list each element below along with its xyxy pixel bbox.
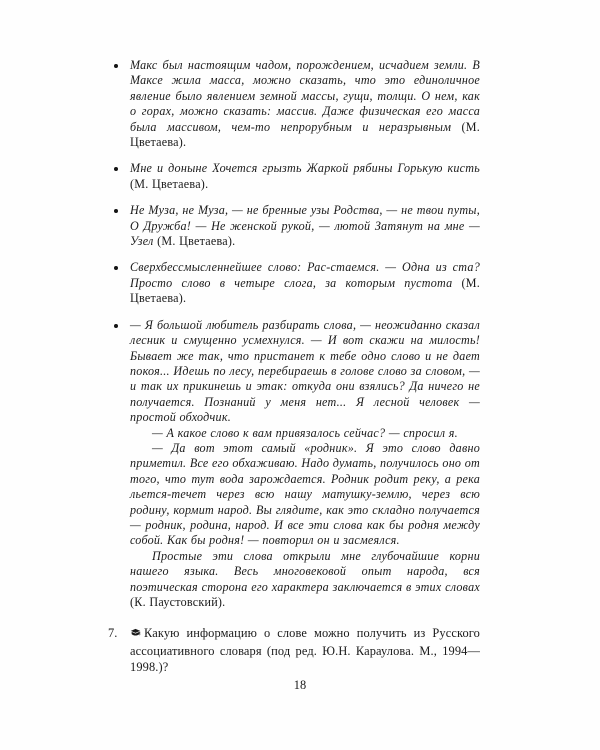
quote-bullet-list xyxy=(108,58,480,610)
quote-paragraph xyxy=(130,441,480,549)
quote-attribution: (М. Цветаева). xyxy=(130,275,480,306)
exercise-item-7 xyxy=(108,626,480,675)
quote-text: Мне и доныне Хочется грызть Жаркой рябины Горькую кисть xyxy=(130,161,480,176)
list-item xyxy=(108,203,480,249)
list-item xyxy=(108,58,480,150)
quote-text: Простые эти слова открыли мне глубочайшие корни нашего языка. Весь многовековой опыт народа, вся поэтическая сторона его характера заключается в этих словах xyxy=(130,548,480,594)
quote-text: Макс был настоящим чадом, порождением, исчадием земли. В Максе жила масса, можно сказать, что это единоличное явление было явлением земной массы, гущи, толщи. О нем, как о горах, можно сказать: массив. Даже физическая его масса была массивом, чем-то непрорубным и неразрывным xyxy=(130,58,480,134)
quote-text: Сверхбессмысленнейшее слово: Рас-стаемся. — Одна из ста? Просто слово в четыре слога, за которым пустота xyxy=(130,260,480,290)
bullet-point-icon xyxy=(114,266,118,270)
quote-text: — А какое слово к вам привязалось сейчас? — спросил я. xyxy=(152,425,458,440)
list-item xyxy=(108,260,480,306)
page-content xyxy=(108,58,480,675)
quote-paragraph xyxy=(130,203,480,249)
page-number: 18 xyxy=(293,678,307,692)
quote-attribution: (М. Цветаева). xyxy=(130,119,480,150)
bullet-point-icon xyxy=(114,167,118,171)
quote-text: Не Муза, не Муза, — не бренные узы Родства, — не твои путы, О Дружба! — Не женской рукой, — лютой Затянут на мне — Узел xyxy=(130,203,480,249)
book-icon xyxy=(130,628,141,644)
quote-attribution: (М. Цветаева). xyxy=(130,176,209,191)
bullet-point-icon xyxy=(114,324,118,328)
quote-attribution: (М. Цветаева). xyxy=(157,234,236,249)
quote-paragraph xyxy=(130,318,480,426)
quote-text: — Да вот этот самый «родник». Я это слово давно приметил. Все его обхаживаю. Надо думать, получилось оно от того, что тут вода зарождается. Родник родит реку, а река льется-течет через всю нашу матушку-землю, через всю родину, кормит народ. Вы глядите, как это складно получается — родник, родина, народ. И все эти слова как бы родня между собой. Как бы родня! — повторил он и засмеялся. xyxy=(130,440,480,548)
exercise-text: Какую информацию о слове можно получить из Русского ассоциативного словаря (под ред. Ю.Н. Караулова. М., 1994—1998.)? xyxy=(130,626,480,674)
list-item xyxy=(108,318,480,611)
quote-paragraph xyxy=(130,161,480,192)
bullet-point-icon xyxy=(114,64,118,68)
quote-paragraph xyxy=(130,426,480,441)
quote-text: — Я большой любитель разбирать слова, — неожиданно сказал лесник и смущенно усмехнулся. — И вот скажи на милость! Бывает же так, что пристанет к тебе одно слово и не дает покоя... Идешь по лесу, перебираешь в голове слово за словом, — и так их прикинешь и этак: откуда они взялись? Да ничего не получается. Познаний у меня нет... Я лесной человек — простой обходчик. xyxy=(130,317,480,425)
quote-paragraph xyxy=(130,549,480,611)
exercise-text-block xyxy=(130,626,480,675)
bullet-point-icon xyxy=(114,209,118,213)
exercise-number: 7. xyxy=(108,626,118,641)
quote-attribution: (К. Паустовский). xyxy=(130,595,226,609)
quote-paragraph xyxy=(130,58,480,150)
list-item xyxy=(108,161,480,192)
quote-paragraph xyxy=(130,260,480,306)
